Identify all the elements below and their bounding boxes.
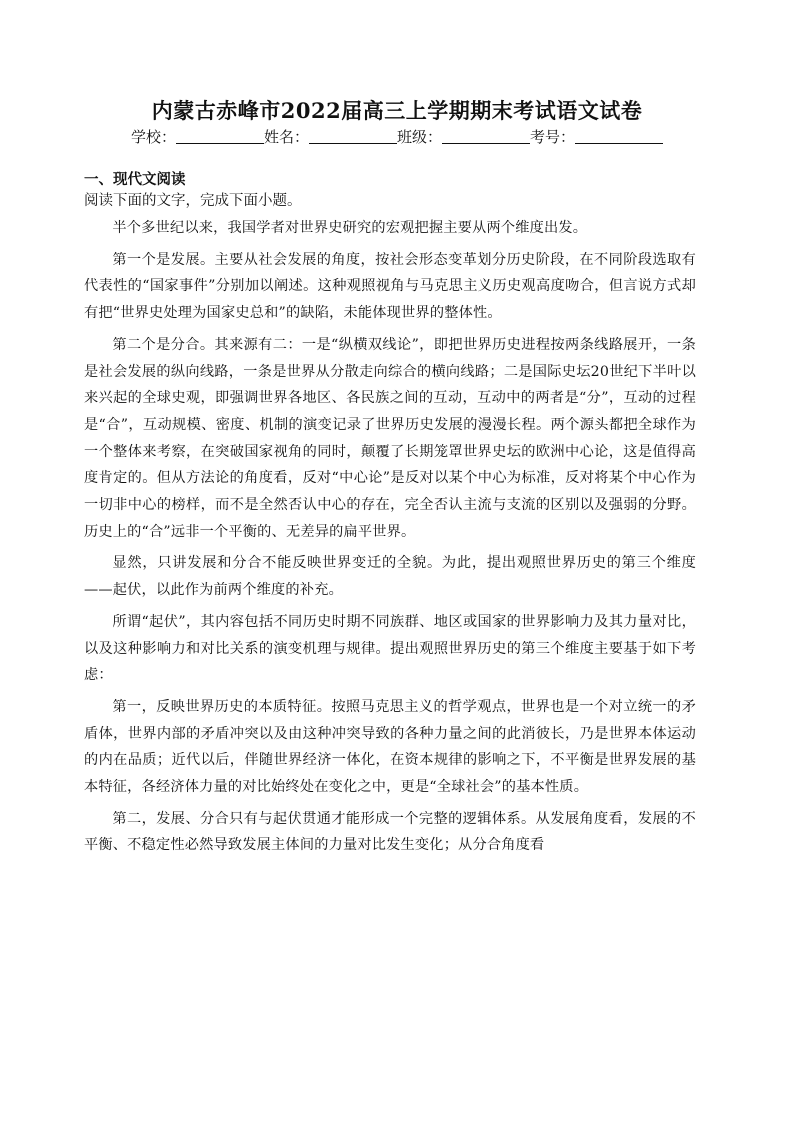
paragraph: 第二，发展、分合只有与起伏贯通才能形成一个完整的逻辑体系。从发展角度看，发展的不平衡、不稳定性必然导致发展主体间的力量对比发生变化；从分合角度看 <box>84 810 696 854</box>
paragraph: 显然，只讲发展和分合不能反映世界变迁的全貌。为此，提出观照世界历史的第三个维度——起伏，以此作为前两个维度的补充。 <box>84 555 696 599</box>
document-title: 内蒙古赤峰市2022届高三上学期期末考试语文试卷 <box>151 98 643 123</box>
class-blank <box>442 129 530 144</box>
class-label: 班级： <box>397 128 443 146</box>
exam-number-label: 考号： <box>530 128 576 146</box>
reading-passage <box>84 215 696 864</box>
paragraph: 第一，反映世界历史的本质特征。按照马克思主义的哲学观点，世界也是一个对立统一的矛盾体，世界内部的矛盾冲突以及由这种冲突导致的各种力量之间的此消彼长，乃是世界本体运动的内在品质；近代以后，伴随世界经济一体化，在资本规律的影响之下，不平衡是世界发展的基本特征，各经济体力量的对比始终处在变化之中，更是“全球社会”的基本性质。 <box>84 698 696 796</box>
reading-instruction: 阅读下面的文字，完成下面小题。 <box>84 193 302 209</box>
paragraph: 所谓“起伏”，其内容包括不同历史时期不同族群、地区或国家的世界影响力及其力量对比，以及这种影响力和对比关系的演变机理与规律。提出观照世界历史的第三个维度主要基于如下考虑： <box>84 613 696 684</box>
section-heading: 一、现代文阅读 <box>84 172 186 188</box>
paragraph: 第一个是发展。主要从社会发展的角度，按社会形态变革划分历史阶段，在不同阶段选取有代表性的“国家事件”分别加以阐述。这种观照视角与马克思主义历史观高度吻合，但言说方式却有把“世界史处理为国家史总和”的缺陷，未能体现世界的整体性。 <box>84 251 696 322</box>
paragraph: 半个多世纪以来，我国学者对世界史研究的宏观把握主要从两个维度出发。 <box>112 220 588 236</box>
student-info-line <box>0 126 794 147</box>
school-label: 学校： <box>130 128 176 146</box>
name-blank <box>309 129 397 144</box>
name-label: 姓名： <box>263 128 309 146</box>
paragraph: 第二个是分合。其来源有二：一是“纵横双线论”，即把世界历史进程按两条线路展开，一条是社会发展的纵向线路，一条是世界从分散走向综合的横向线路；二是国际史坛20世纪下半叶以来兴起的全球史观，即强调世界各地区、各民族之间的互动，互动中的两者是“分”，互动的过程是“合”，互动规模、密度、机制的演变记录了世界历史发展的漫漫长程。两个源头都把全球作为一个整体来考察，在突破国家视角的同时，颠覆了长期笼罩世界史坛的欧洲中心论，这是值得高度肯定的。但从方法论的角度看，反对“中心论”是反对以某个中心为标准，反对将某个中心作为一切非中心的榜样，而不是全然否认中心的存在，完全否认主流与支流的区别以及强弱的分野。历史上的“合”远非一个平衡的、无差异的扁平世界。 <box>84 336 696 540</box>
exam-number-blank <box>575 129 663 144</box>
school-blank <box>176 129 264 144</box>
